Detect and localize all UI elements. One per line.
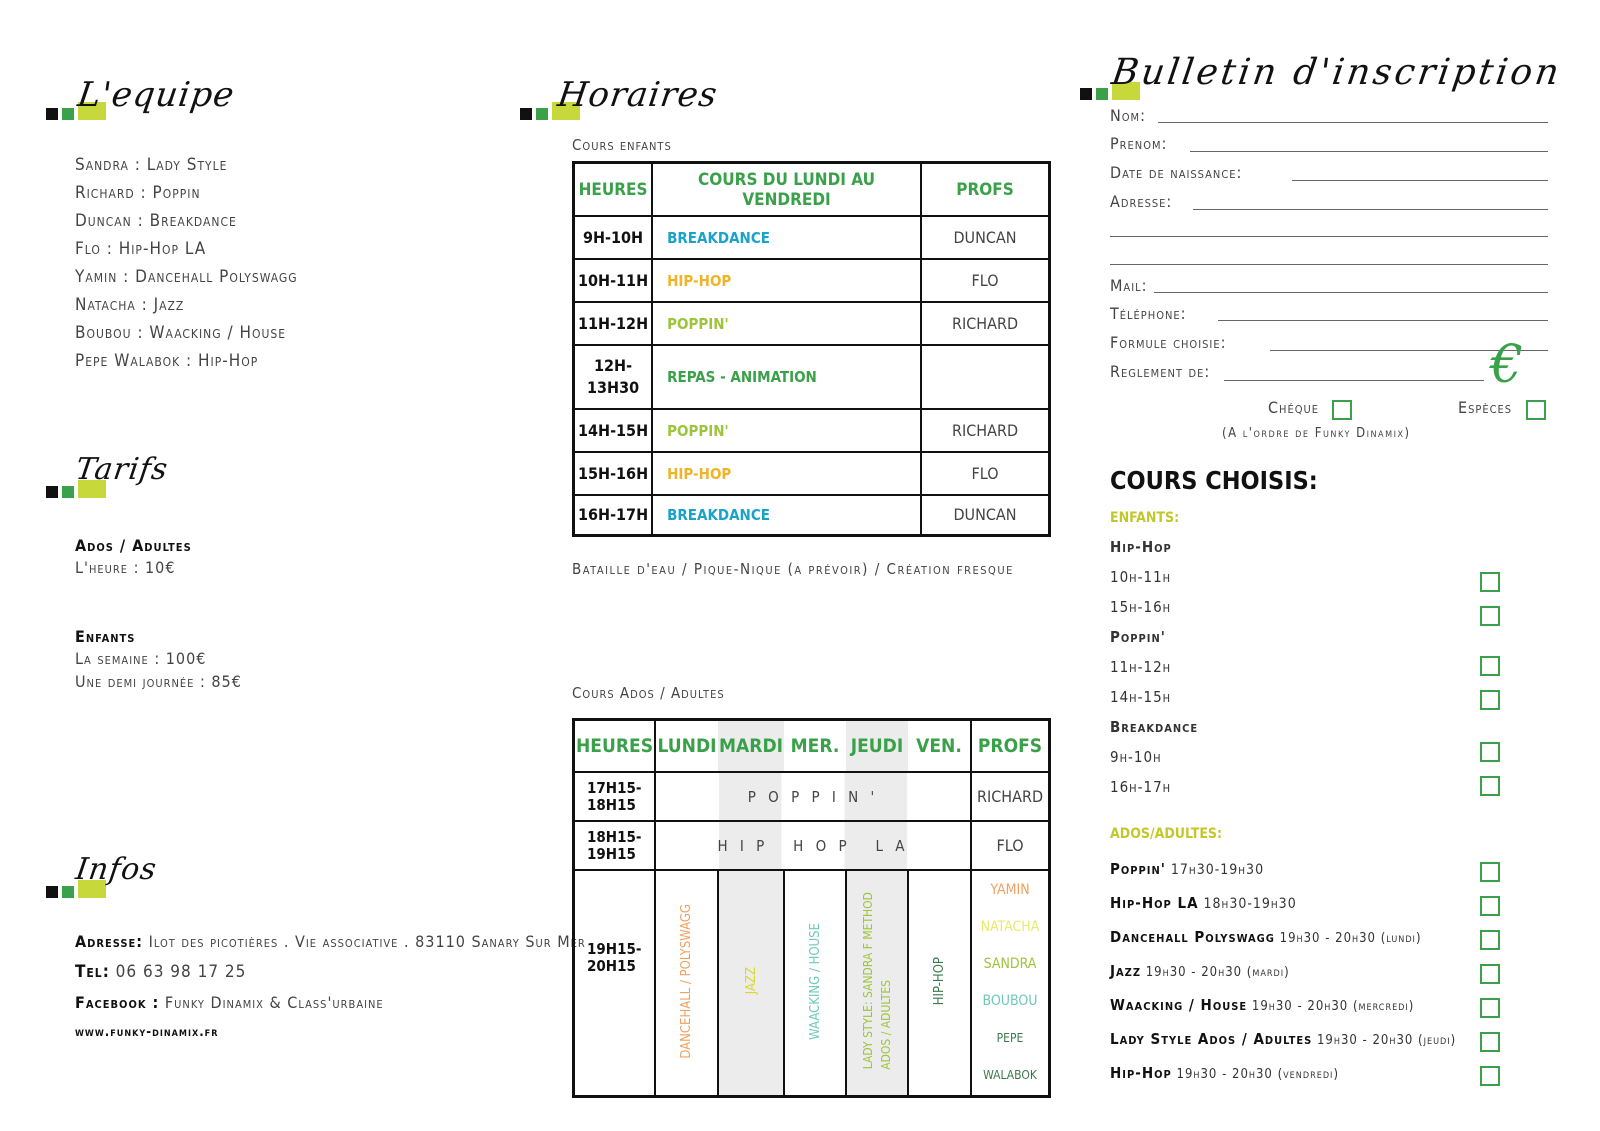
hiphop-2-checkbox[interactable]	[1480, 606, 1500, 626]
lundi-cell	[655, 870, 718, 1097]
prof-name: PEPE WALABOK	[983, 1031, 1037, 1082]
time-cell: 14H-15H	[574, 409, 653, 452]
ados-choice	[1110, 962, 1290, 980]
infos-title: Infos	[73, 852, 160, 887]
team-member: Natacha : Jazz	[75, 295, 185, 315]
enfants-caption: Cours enfants	[572, 136, 672, 154]
prof-cell: RICHARD	[971, 772, 1050, 821]
ados-4-checkbox[interactable]	[1480, 998, 1500, 1018]
ados-choice-name: Dancehall Polyswagg	[1110, 928, 1275, 946]
table-row	[574, 772, 1050, 821]
ados-choice-time: 19h30 - 20h30 (lundi)	[1274, 931, 1422, 946]
prof-cell: RICHARD	[921, 302, 1050, 345]
col-header: PROFS	[971, 720, 1050, 773]
enfants-label: ENFANTS:	[1110, 510, 1180, 526]
course-label: DANCEHALL / POLYSWAGG	[679, 903, 695, 1059]
ados-choice-time: 19h30 - 20h30 (jeudi)	[1312, 1033, 1457, 1048]
ados-choice-name: Hip-Hop	[1110, 1064, 1172, 1082]
course-cell: REPAS - ANIMATION	[652, 345, 921, 409]
nom-field[interactable]	[1158, 122, 1548, 123]
ados-3-checkbox[interactable]	[1480, 964, 1500, 984]
team-member: Duncan : Breakdance	[75, 211, 237, 231]
prof-name: YAMIN	[990, 882, 1030, 898]
ados-caption: Cours Ados / Adultes	[572, 684, 725, 702]
ados-choice-name: Jazz	[1110, 962, 1142, 980]
choice-label: 16h-17h	[1110, 778, 1172, 796]
ados-choice	[1110, 928, 1422, 946]
team-list	[75, 151, 298, 375]
info-website[interactable]: www.funky-dinamix.fr	[75, 1025, 219, 1040]
adresse-field-3[interactable]	[1110, 264, 1548, 265]
prof-cell: FLO	[921, 259, 1050, 302]
mer-cell	[784, 870, 846, 1097]
col-header: VEN.	[908, 720, 971, 773]
time-cell: 15H-16H	[574, 452, 653, 495]
adresse-label: Adresse:	[1110, 192, 1173, 211]
info-tel	[75, 962, 246, 982]
table-row	[574, 821, 1050, 870]
euro-icon: €	[1490, 335, 1524, 395]
course-label: WAACKING / HOUSE	[807, 922, 823, 1040]
prof-cell: DUNCAN	[921, 495, 1050, 535]
col-header: COURS DU LUNDI AU VENDREDI	[652, 163, 921, 217]
naissance-field[interactable]	[1292, 180, 1548, 181]
ados-choice-name: Hip-Hop LA	[1110, 894, 1199, 912]
info-adresse-label: Adresse:	[75, 932, 144, 951]
mail-label: Mail:	[1110, 276, 1148, 295]
choice-label: 11h-12h	[1110, 658, 1172, 676]
mardi-cell	[718, 870, 784, 1097]
info-adresse-value: Ilot des picotières . Vie associative . 83110 Sanary Sur Mer	[143, 932, 586, 951]
prof-name: SANDRA	[983, 956, 1037, 972]
team-member: Yamin : Dancehall Polyswagg	[75, 267, 298, 287]
especes-label: Espèces	[1458, 398, 1513, 417]
prof-cell: RICHARD	[921, 409, 1050, 452]
naissance-label: Date de naissance:	[1110, 163, 1243, 182]
ados-choice	[1110, 894, 1297, 912]
hiphop-1-checkbox[interactable]	[1480, 572, 1500, 592]
ados-choice	[1110, 1064, 1339, 1082]
poppin-title: Poppin'	[1110, 628, 1166, 646]
course-cell: HIP-HOP	[652, 452, 921, 495]
course-label: HIP-HOP	[932, 956, 947, 1006]
info-tel-label: Tel:	[75, 962, 110, 982]
cheque-checkbox[interactable]	[1332, 400, 1352, 420]
table-row	[574, 216, 1050, 259]
col-header: JEUDI	[846, 720, 908, 773]
table-row	[574, 452, 1050, 495]
ados-choice-time: 17h30-19h30	[1165, 862, 1265, 878]
prof-cell: FLO	[921, 452, 1050, 495]
ados-2-checkbox[interactable]	[1480, 930, 1500, 950]
choice-label: 15h-16h	[1110, 598, 1172, 616]
ven-cell	[908, 870, 971, 1097]
adresse-field[interactable]	[1193, 209, 1548, 210]
course-cell: POPPIN'	[652, 409, 921, 452]
info-tel-value: 06 63 98 17 25	[109, 962, 247, 982]
table-row	[574, 409, 1050, 452]
table-row	[574, 302, 1050, 345]
adresse-field-2[interactable]	[1110, 236, 1548, 237]
ados-0-checkbox[interactable]	[1480, 862, 1500, 882]
jeudi-cell	[846, 870, 908, 1097]
ados-choice-time: 18h30-19h30	[1198, 896, 1297, 912]
hiphop-title: Hip-Hop	[1110, 538, 1172, 556]
course-cell: POPPIN'	[652, 302, 921, 345]
time-cell: 17H15-18H15	[574, 772, 656, 821]
info-adresse	[75, 932, 586, 951]
course-label: LADY STYLE: SANDRA F METHOD	[860, 892, 875, 1070]
reglement-field[interactable]	[1224, 380, 1484, 381]
course-cell: BREAKDANCE	[652, 216, 921, 259]
ados-choice-time: 19h30 - 20h30 (mardi)	[1141, 965, 1290, 980]
cours-choisis-title: COURS CHOISIS:	[1110, 466, 1318, 495]
equipe-title: L'equipe	[75, 75, 238, 115]
table-row	[574, 259, 1050, 302]
course-cell: HIP-HOP	[652, 259, 921, 302]
reglement-label: Reglement de:	[1110, 362, 1211, 381]
course-cell: P O P P I N '	[655, 772, 971, 821]
team-member: Boubou : Waacking / House	[75, 323, 287, 343]
col-header: PROFS	[921, 163, 1050, 217]
poppin-2-checkbox[interactable]	[1480, 690, 1500, 710]
prof-name: BOUBOU	[982, 993, 1038, 1009]
ados-choice-name: Waacking / House	[1110, 996, 1248, 1014]
col-header: HEURES	[574, 163, 653, 217]
ados-label: ADOS/ADULTES:	[1110, 826, 1223, 842]
ados-choice-time: 19h30 - 20h30 (mercredi)	[1247, 999, 1415, 1014]
ados-schedule-table	[572, 718, 1051, 1098]
enfants-schedule-table	[572, 161, 1051, 537]
table-row	[574, 870, 1050, 1097]
team-member: Pepe Walabok : Hip-Hop	[75, 351, 259, 371]
col-header: MARDI	[718, 720, 784, 773]
time-cell: 19H15-20H15	[574, 870, 656, 1097]
info-facebook-value: Funky Dinamix & Class'urbaine	[159, 993, 384, 1012]
breakdance-title: Breakdance	[1110, 718, 1199, 736]
course-label: ADOS / ADULTES	[879, 979, 894, 1070]
cheque-label: Chéque	[1268, 398, 1320, 417]
prenom-label: Prenom:	[1110, 134, 1168, 153]
ados-choice-time: 19h30 - 20h30 (vendredi)	[1171, 1067, 1340, 1082]
prof-cell	[971, 870, 1050, 1097]
horaires-title: Horaires	[555, 75, 721, 115]
table-row	[574, 345, 1050, 409]
ados-5-checkbox[interactable]	[1480, 1032, 1500, 1052]
break-2-checkbox[interactable]	[1480, 776, 1500, 796]
team-member: Sandra : Lady Style	[75, 155, 228, 175]
ados-choice	[1110, 860, 1264, 878]
time-cell: 18H15-19H15	[574, 821, 656, 870]
tarif-ados-title: Ados / Adultes	[75, 536, 192, 555]
choice-label: 9h-10h	[1110, 748, 1162, 766]
prof-cell: DUNCAN	[921, 216, 1050, 259]
enfants-footer: Bataille d'eau / Pique-Nique (a prévoir) / Création fresque	[572, 560, 1014, 578]
prenom-field[interactable]	[1190, 151, 1548, 152]
time-cell: 10H-11H	[574, 259, 653, 302]
ordre-label: (A l'ordre de Funky Dinamix)	[1222, 426, 1411, 441]
tarifs-title: Tarifs	[73, 452, 171, 487]
nom-label: Nom:	[1110, 106, 1146, 125]
time-cell: 16H-17H	[574, 495, 653, 535]
ados-choice-name: Lady Style Ados / Adultes	[1110, 1030, 1313, 1048]
col-header: MER.	[784, 720, 846, 773]
tarif-enfants-title: Enfants	[75, 627, 136, 646]
table-row	[574, 495, 1050, 535]
ados-choice	[1110, 996, 1414, 1014]
telephone-field[interactable]	[1218, 320, 1548, 321]
mail-field[interactable]	[1154, 292, 1548, 293]
course-cell: BREAKDANCE	[652, 495, 921, 535]
choice-label: 10h-11h	[1110, 568, 1172, 586]
time-cell: 12H-13H30	[574, 345, 653, 409]
telephone-label: Téléphone:	[1110, 304, 1187, 323]
poppin-1-checkbox[interactable]	[1480, 656, 1500, 676]
tarif-enfants-semaine: La semaine : 100€	[75, 649, 207, 668]
course-label: JAZZ	[743, 967, 759, 995]
team-member: Richard : Poppin	[75, 183, 201, 203]
ados-6-checkbox[interactable]	[1480, 1066, 1500, 1086]
time-cell: 9H-10H	[574, 216, 653, 259]
formule-label: Formule choisie:	[1110, 333, 1227, 352]
tarif-enfants-demi: Une demi journée : 85€	[75, 672, 242, 691]
prof-cell: FLO	[971, 821, 1050, 870]
tarif-ados-price: L'heure : 10€	[75, 558, 176, 577]
break-1-checkbox[interactable]	[1480, 742, 1500, 762]
bulletin-title: Bulletin d'inscription	[1109, 52, 1565, 93]
info-facebook	[75, 993, 384, 1012]
course-cell: H I P H O P L A	[655, 821, 971, 870]
col-header: HEURES	[574, 720, 656, 773]
choice-label: 14h-15h	[1110, 688, 1172, 706]
col-header: LUNDI	[655, 720, 718, 773]
ados-choice	[1110, 1030, 1456, 1048]
ados-choice-name: Poppin'	[1110, 860, 1166, 878]
ados-1-checkbox[interactable]	[1480, 896, 1500, 916]
info-facebook-label: Facebook :	[75, 993, 160, 1012]
prof-cell	[921, 345, 1050, 409]
time-cell: 11H-12H	[574, 302, 653, 345]
prof-name: NATACHA	[980, 919, 1040, 935]
especes-checkbox[interactable]	[1526, 400, 1546, 420]
team-member: Flo : Hip-Hop LA	[75, 239, 207, 259]
